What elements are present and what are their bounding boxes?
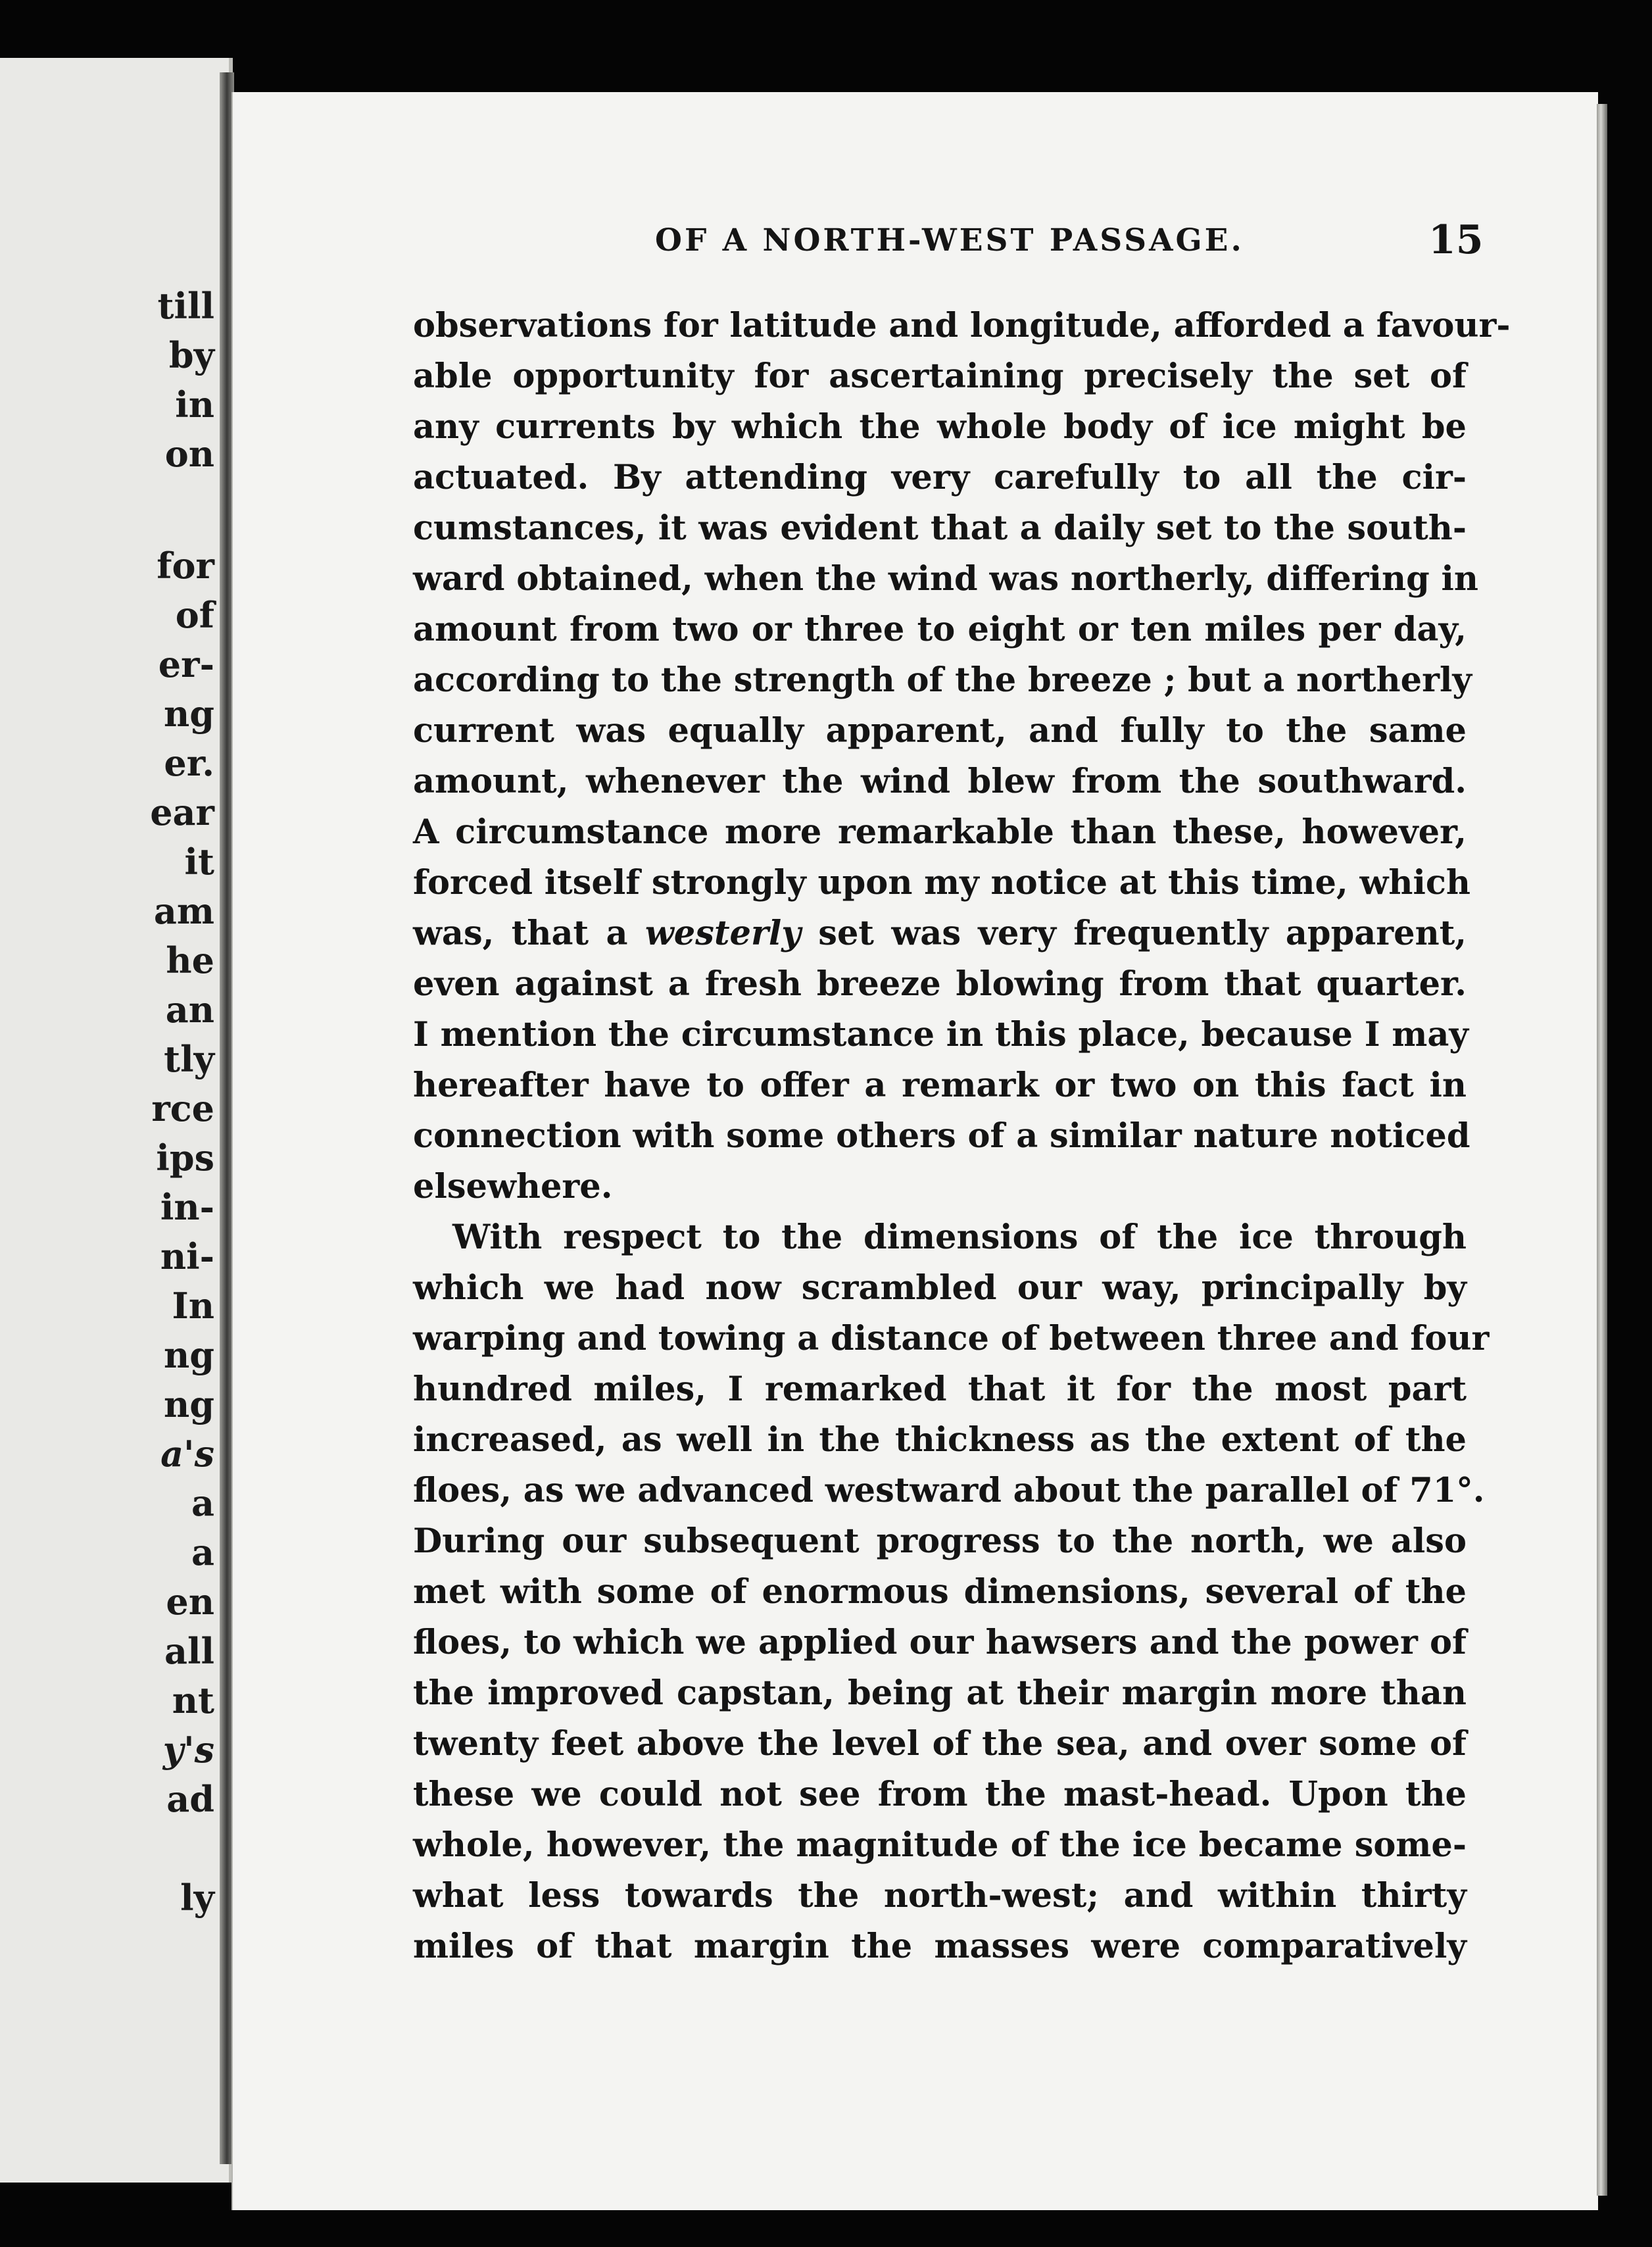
facing-line: a [191,1531,214,1573]
facing-line: en [166,1581,214,1623]
facing-line: an [165,989,214,1031]
text-line: ward obtained, when the wind was northerly, differing in [413,559,1478,599]
text-line: floes, as we advanced westward about the parallel of 71°. [413,1471,1485,1510]
facing-line: tly [164,1038,214,1080]
facing-line: er. [164,742,214,784]
text-line: current was equally apparent, and fully to the same [413,711,1467,751]
facing-line: a's [160,1433,214,1475]
text-line: any currents by which the whole body of ice might be [413,407,1467,447]
text-line: amount from two or three to eight or ten miles per day, [413,610,1467,649]
facing-line: it [184,841,214,883]
text-line: I mention the circumstance in this place, because I may [413,1015,1469,1054]
text-segment: set was very frequently apparent, [818,914,1467,953]
facing-line: by [168,334,214,376]
text-line: the improved capstan, being at their margin more than [413,1673,1467,1713]
text-line: elsewhere. [413,1167,613,1206]
italic-word: westerly [644,914,801,953]
facing-line: ly [180,1877,214,1919]
text-line: amount, whenever the wind blew from the southward. [413,762,1467,801]
facing-line: ng [163,1334,214,1376]
facing-line: of [175,594,214,636]
facing-line: on [164,433,214,475]
text-line: A circumstance more remarkable than these, however, [413,812,1467,852]
facing-line: all [164,1630,214,1672]
text-line: twenty feet above the level of the sea, and over some of [413,1724,1467,1764]
text-line: hundred miles, I remarked that it for the most part [413,1370,1467,1409]
facing-line: in [175,383,214,426]
facing-line: am [153,890,214,932]
facing-line: a [191,1482,214,1524]
facing-line: er- [158,643,214,685]
text-line: able opportunity for ascertaining precisely the set of [413,357,1467,396]
facing-line: ng [163,693,214,735]
text-line: With respect to the dimensions of the ice through [452,1218,1467,1257]
text-line: which we had now scrambled our way, principally by [413,1268,1467,1308]
facing-line: for [157,545,214,587]
facing-line: in- [160,1186,214,1228]
facing-line: ni- [160,1235,214,1277]
text-line: miles of that margin the masses were comparatively [413,1927,1467,1966]
text-line: according to the strength of the breeze ; but a northerly [413,660,1472,700]
text-line: cumstances, it was evident that a daily set to the south- [413,508,1467,548]
text-segment: was, that a [413,914,628,953]
facing-line: ng [163,1383,214,1425]
text-line: observations for latitude and longitude, afforded a favour- [413,306,1511,345]
text-line: During our subsequent progress to the north, we also [413,1521,1467,1561]
text-line: these we could not see from the mast-head. Upon the [413,1775,1467,1814]
text-line: hereafter have to offer a remark or two on this fact in [413,1066,1467,1105]
running-head: OF A NORTH-WEST PASSAGE. [655,222,1244,259]
text-line: whole, however, the magnitude of the ice became some- [413,1825,1467,1865]
text-line [413,914,1467,953]
text-line: warping and towing a distance of between three and four [413,1319,1490,1358]
text-line: connection with some others of a similar nature noticed [413,1116,1470,1156]
facing-line: till [157,285,214,327]
page-edge [1597,104,1607,2196]
text-line: floes, to which we applied our hawsers and the power of [413,1623,1467,1662]
facing-line: nt [172,1679,214,1721]
page-number: 15 [1428,217,1484,263]
facing-line: ear [150,791,214,833]
facing-line: rce [151,1087,214,1129]
text-line: even against a fresh breeze blowing from that quarter. [413,964,1467,1004]
facing-page [0,58,233,2183]
text-line: forced itself strongly upon my notice at this time, which [413,863,1470,902]
facing-line: y's [162,1729,214,1771]
facing-line: ips [156,1137,214,1179]
facing-line: ad [166,1778,214,1820]
text-line: increased, as well in the thickness as the extent of the [413,1420,1467,1460]
text-line: met with some of enormous dimensions, several of the [413,1572,1467,1612]
facing-line: In [172,1285,214,1327]
text-line: what less towards the north-west; and within thirty [413,1876,1467,1915]
text-line: actuated. By attending very carefully to all the cir- [413,458,1467,497]
facing-line: he [166,939,214,981]
